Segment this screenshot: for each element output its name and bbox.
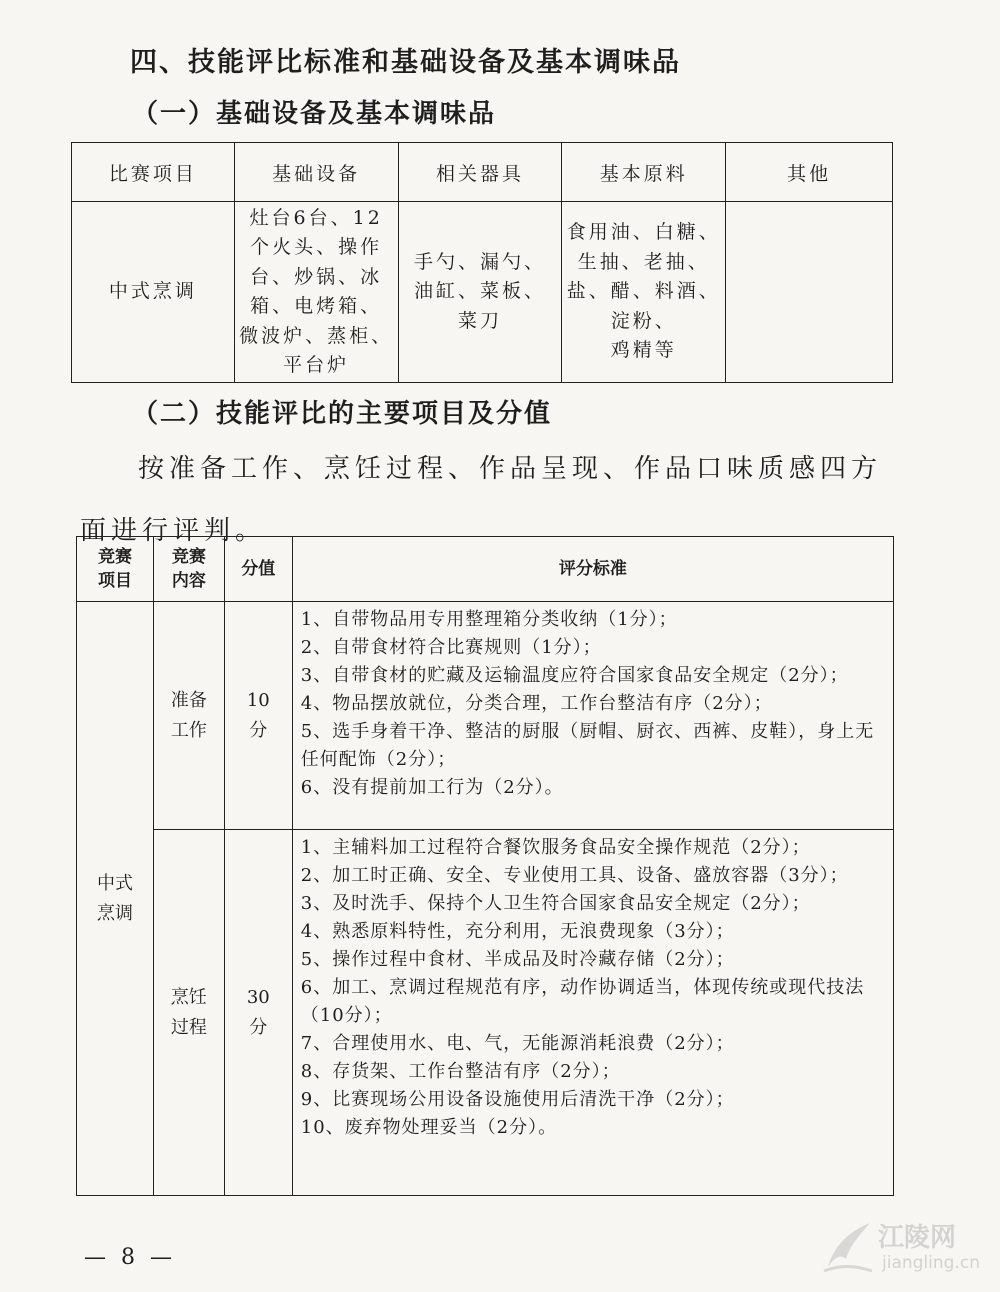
text-line: 8、存货架、工作台整洁有序（2分）； [300,1061,621,1082]
criteria-cooking [292,830,893,1196]
text-line: 淀粉、 [610,309,677,332]
text-line: 中式 [96,872,133,894]
text-line: 3、自带食材的贮藏及运输温度应符合国家食品安全规定（2分）； [300,665,849,686]
text-line: 6、加工、烹调过程规范有序，动作协调适当，体现传统或现代技法（10分）； [300,977,865,1026]
header-item: 比赛项目 [72,143,235,202]
text-line: 5、选手身着干净、整洁的厨服（厨帽、厨衣、西裤、皮鞋），身上无任何配饰（2分）； [300,721,875,770]
text-line: 食用油、白糖、 [566,221,721,244]
text-line: 手勺、漏勺、 [413,250,546,273]
cell-ingredients [562,202,726,383]
text-line: 6、没有提前加工行为（2分）。 [300,777,564,798]
header-ingredients: 基本原料 [562,143,726,202]
text-line: 油缸、菜板、 [413,280,546,303]
text-line: 10、废弃物处理妥当（2分）。 [300,1117,558,1138]
text-line: 3、及时洗手、保持个人卫生符合国家食品安全规定（2分）； [300,893,811,914]
text-line: 9、比赛现场公用设备设施使用后清洗干净（2分）； [300,1089,735,1110]
text-line: 5、操作过程中食材、半成品及时冷藏存储（2分）； [300,949,735,970]
text-line: 分 [249,1016,268,1038]
text-line: 烹饪 [170,986,207,1008]
subheading-equipment: （一）基础设备及基本调味品 [132,99,497,129]
criteria-prep [292,602,893,830]
header-tools: 相关器具 [398,143,562,202]
equipment-table [71,142,893,383]
text-line: 4、熟悉原料特性，充分利用，无浪费现象（3分）； [300,921,735,942]
watermark-text: 江陵网 [878,1223,957,1253]
cell-equipment [234,202,398,383]
cell-content-prep [153,602,224,830]
text-line: 准备 [170,689,207,711]
text-line: 过程 [170,1016,207,1038]
text-line: 灶台6台、12 [249,206,383,229]
text-line: 1、自带物品用专用整理箱分类收纳（1分）； [300,609,678,630]
header-content: 竞赛 内容 [153,537,224,602]
text-line: 2、自带食材符合比赛规则（1分）； [300,637,602,658]
header-criteria: 评分标准 [292,537,893,602]
text-line: 工作 [170,719,207,741]
cell-tools [398,202,562,383]
scoring-table [76,536,894,1196]
cell-content-cooking [153,830,224,1196]
text-line: 分 [249,719,268,741]
bird-logo-icon [820,1215,876,1275]
text-line: 箱、电烤箱、 [250,295,383,317]
text-line: 2、加工时正确、安全、专业使用工具、设备、盛放容器（3分）； [300,865,849,886]
header-other: 其他 [726,143,893,202]
text-line: 1、主辅料加工过程符合餐饮服务食品安全操作规范（2分）； [300,837,811,858]
text-line: 7、合理使用水、电、气，无能源消耗浪费（2分）； [300,1033,735,1054]
page-number: — 8 — [84,1245,176,1270]
cell-project [77,602,154,1196]
text-line: 生抽、老抽、 [577,250,710,273]
text-line: 个火头、操作 [250,236,383,258]
cell-score-cooking [224,830,292,1196]
watermark-domain: jiangling.cn [882,1253,980,1273]
text-line: 烹调 [96,902,133,924]
text-line: 4、物品摆放就位，分类合理，工作台整洁有序（2分）； [300,693,773,714]
text-line: 菜刀 [457,309,502,332]
cell-item: 中式烹调 [72,202,235,383]
text-line: 盐、醋、料酒、 [566,280,721,303]
cell-other [726,202,893,383]
header-project: 竞赛 项目 [77,537,154,602]
text-line: 30 [246,986,270,1008]
text-line: 鸡精等 [610,339,677,362]
main-heading: 四、技能评比标准和基础设备及基本调味品 [130,47,681,78]
header-score: 分值 [224,537,292,602]
header-equipment: 基础设备 [234,143,398,202]
subheading-scoring: （二）技能评比的主要项目及分值 [132,399,553,429]
text-line: 微波炉、蒸柜、 [239,324,394,347]
text-line: 平台炉 [283,354,350,376]
text-line: 台、炒锅、冰 [250,265,383,288]
intro-paragraph: 按准备工作、烹饪过程、作品呈现、作品口味质感四方面进行评判。 [80,454,883,546]
watermark-logo [820,1215,995,1285]
text-line: 10 [246,689,270,711]
cell-score-prep [224,602,292,830]
